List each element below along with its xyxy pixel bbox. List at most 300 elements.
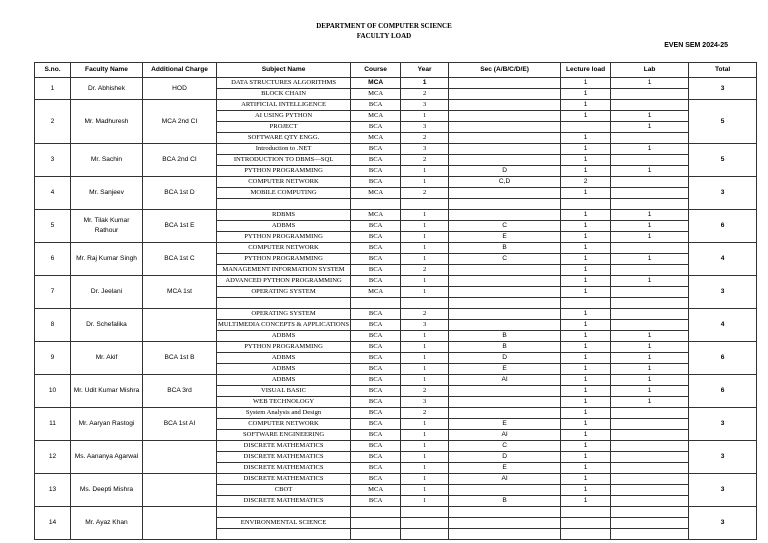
subject-name-cell: COMPUTER NETWORK xyxy=(217,177,351,188)
course-cell: BCA xyxy=(351,452,401,463)
lab-cell: 1 xyxy=(611,342,689,353)
subject-name-cell: DISCRETE MATHEMATICS xyxy=(217,452,351,463)
lecture-load-cell: 1 xyxy=(561,375,611,386)
course-cell: MCA xyxy=(351,287,401,298)
subject-name-cell: PROJECT xyxy=(217,122,351,133)
section-cell xyxy=(449,397,561,408)
course-cell: BCA xyxy=(351,232,401,243)
column-header: S.no. xyxy=(35,63,71,78)
total-cell: 3 xyxy=(689,507,757,540)
subject-name-cell: MOBILE COMPUTING xyxy=(217,188,351,199)
serial-number-cell: 13 xyxy=(35,474,71,507)
subject-name-cell xyxy=(217,199,351,210)
lab-cell: 1 xyxy=(611,375,689,386)
course-cell: BCA xyxy=(351,397,401,408)
course-cell: MCA xyxy=(351,188,401,199)
year-cell: 1 xyxy=(401,254,449,265)
section-cell: D xyxy=(449,166,561,177)
additional-charge-cell: BCA 1st D xyxy=(143,177,217,210)
section-cell: B xyxy=(449,342,561,353)
section-cell xyxy=(449,485,561,496)
year-cell: 1 xyxy=(401,474,449,485)
year-cell: 3 xyxy=(401,397,449,408)
lab-cell xyxy=(611,496,689,507)
lab-cell xyxy=(611,441,689,452)
course-cell: MCA xyxy=(351,78,401,89)
faculty-name-cell: Mr. Raj Kumar Singh xyxy=(71,243,143,276)
section-cell: B xyxy=(449,243,561,254)
additional-charge-cell xyxy=(143,507,217,540)
lab-cell xyxy=(611,507,689,518)
lecture-load-cell: 1 xyxy=(561,342,611,353)
year-cell: 1 xyxy=(401,166,449,177)
total-cell: 6 xyxy=(689,375,757,408)
lab-cell xyxy=(611,320,689,331)
course-cell: BCA xyxy=(351,276,401,287)
lab-cell xyxy=(611,155,689,166)
lecture-load-cell: 1 xyxy=(561,221,611,232)
table-row xyxy=(35,441,757,452)
subject-name-cell: ADBMS xyxy=(217,375,351,386)
lecture-load-cell: 1 xyxy=(561,89,611,100)
section-cell xyxy=(449,507,561,518)
year-cell: 1 xyxy=(401,342,449,353)
subject-name-cell: ADBMS xyxy=(217,331,351,342)
lecture-load-cell: 1 xyxy=(561,210,611,221)
lecture-load-cell: 1 xyxy=(561,155,611,166)
additional-charge-cell xyxy=(143,474,217,507)
lecture-load-cell: 1 xyxy=(561,419,611,430)
section-cell: E xyxy=(449,463,561,474)
subject-name-cell: CBOT xyxy=(217,485,351,496)
serial-number-cell: 14 xyxy=(35,507,71,540)
serial-number-cell: 8 xyxy=(35,309,71,342)
course-cell xyxy=(351,529,401,540)
lecture-load-cell: 1 xyxy=(561,320,611,331)
table-row xyxy=(35,408,757,419)
year-cell: 1 xyxy=(401,496,449,507)
subject-name-cell: ENVIRONMENTAL SCIENCE xyxy=(217,518,351,529)
column-header: Lab xyxy=(611,63,689,78)
column-header: Additional Charge xyxy=(143,63,217,78)
table-row xyxy=(35,144,757,155)
section-cell xyxy=(449,320,561,331)
course-cell: MCA xyxy=(351,111,401,122)
column-header: Year xyxy=(401,63,449,78)
subject-name-cell xyxy=(217,298,351,309)
lab-cell xyxy=(611,485,689,496)
section-cell: C xyxy=(449,441,561,452)
section-cell: AI xyxy=(449,430,561,441)
year-cell: 3 xyxy=(401,122,449,133)
subject-name-cell: PYTHON PROGRAMMING xyxy=(217,254,351,265)
serial-number-cell: 11 xyxy=(35,408,71,441)
total-cell: 6 xyxy=(689,210,757,243)
subject-name-cell: ADBMS xyxy=(217,364,351,375)
subject-name-cell: ARTIFICIAL INTELLIGENCE xyxy=(217,100,351,111)
course-cell: BCA xyxy=(351,155,401,166)
serial-number-cell: 1 xyxy=(35,78,71,100)
subject-name-cell: DATA STRUCTURES ALGORITHMS xyxy=(217,78,351,89)
lab-cell: 1 xyxy=(611,331,689,342)
section-cell xyxy=(449,210,561,221)
lab-cell xyxy=(611,298,689,309)
subject-name-cell: AI USING PYTHON xyxy=(217,111,351,122)
table-row xyxy=(35,507,757,518)
section-cell: C xyxy=(449,221,561,232)
subject-name-cell: SOFTWARE ENGINEERING xyxy=(217,430,351,441)
year-cell: 1 xyxy=(401,232,449,243)
table-row xyxy=(35,276,757,287)
section-cell xyxy=(449,265,561,276)
lecture-load-cell: 1 xyxy=(561,496,611,507)
course-cell xyxy=(351,518,401,529)
course-cell: BCA xyxy=(351,386,401,397)
course-cell: BCA xyxy=(351,463,401,474)
table-row xyxy=(35,309,757,320)
faculty-name-cell: Mr. Sachin xyxy=(71,144,143,177)
section-cell: E xyxy=(449,419,561,430)
lecture-load-cell: 1 xyxy=(561,144,611,155)
lecture-load-cell: 1 xyxy=(561,474,611,485)
column-header: Total xyxy=(689,63,757,78)
column-header: Faculty Name xyxy=(71,63,143,78)
year-cell: 3 xyxy=(401,100,449,111)
lab-cell xyxy=(611,177,689,188)
section-cell xyxy=(449,386,561,397)
year-cell: 1 xyxy=(401,287,449,298)
lab-cell xyxy=(611,529,689,540)
year-cell: 1 xyxy=(401,177,449,188)
subject-name-cell: System Analysis and Design xyxy=(217,408,351,419)
additional-charge-cell: HOD xyxy=(143,78,217,100)
lab-cell xyxy=(611,265,689,276)
subject-name-cell: DISCRETE MATHEMATICS xyxy=(217,463,351,474)
year-cell: 1 xyxy=(401,331,449,342)
year-cell: 1 xyxy=(401,485,449,496)
table-body xyxy=(35,78,757,540)
lecture-load-cell: 1 xyxy=(561,287,611,298)
table-row xyxy=(35,177,757,188)
total-cell: 5 xyxy=(689,100,757,144)
lecture-load-cell: 2 xyxy=(561,177,611,188)
lecture-load-cell: 1 xyxy=(561,111,611,122)
additional-charge-cell: MCA 2nd CI xyxy=(143,100,217,144)
course-cell: MCA xyxy=(351,133,401,144)
subject-name-cell: OPERATING SYSTEM xyxy=(217,287,351,298)
total-cell: 3 xyxy=(689,441,757,474)
subject-name-cell: RDBMS xyxy=(217,210,351,221)
subject-name-cell: COMPUTER NETWORK xyxy=(217,419,351,430)
lecture-load-cell: 1 xyxy=(561,353,611,364)
subject-name-cell: MANAGEMENT INFORMATION SYSTEM xyxy=(217,265,351,276)
total-cell: 3 xyxy=(689,276,757,309)
lecture-load-cell: 1 xyxy=(561,397,611,408)
document-subtitle: FACULTY LOAD xyxy=(356,32,412,40)
lecture-load-cell: 1 xyxy=(561,78,611,89)
course-cell: BCA xyxy=(351,144,401,155)
section-cell xyxy=(449,122,561,133)
subject-name-cell: VISUAL BASIC xyxy=(217,386,351,397)
year-cell: 1 xyxy=(401,441,449,452)
year-cell xyxy=(401,507,449,518)
course-cell: BCA xyxy=(351,309,401,320)
course-cell: BCA xyxy=(351,375,401,386)
lab-cell xyxy=(611,474,689,485)
lecture-load-cell: 1 xyxy=(561,452,611,463)
faculty-name-cell: Mr. Aaryan Rastogi xyxy=(71,408,143,441)
faculty-name-cell: Mr. Akif xyxy=(71,342,143,375)
total-cell: 6 xyxy=(689,342,757,375)
lab-cell: 1 xyxy=(611,166,689,177)
section-cell: C xyxy=(449,254,561,265)
lecture-load-cell: 1 xyxy=(561,463,611,474)
lecture-load-cell: 1 xyxy=(561,188,611,199)
course-cell xyxy=(351,199,401,210)
lecture-load-cell: 1 xyxy=(561,386,611,397)
lecture-load-cell xyxy=(561,122,611,133)
lecture-load-cell: 1 xyxy=(561,276,611,287)
year-cell xyxy=(401,298,449,309)
total-cell: 5 xyxy=(689,144,757,177)
lecture-load-cell: 1 xyxy=(561,232,611,243)
lab-cell xyxy=(611,430,689,441)
subject-name-cell: DISCRETE MATHEMATICS xyxy=(217,474,351,485)
lecture-load-cell: 1 xyxy=(561,430,611,441)
additional-charge-cell: BCA 2nd CI xyxy=(143,144,217,177)
course-cell: BCA xyxy=(351,177,401,188)
section-cell: B xyxy=(449,331,561,342)
table-row xyxy=(35,100,757,111)
year-cell: 1 xyxy=(401,364,449,375)
lecture-load-cell: 1 xyxy=(561,166,611,177)
course-cell: BCA xyxy=(351,254,401,265)
course-cell: MCA xyxy=(351,89,401,100)
serial-number-cell: 2 xyxy=(35,100,71,144)
lab-cell: 1 xyxy=(611,232,689,243)
table-row xyxy=(35,342,757,353)
year-cell: 2 xyxy=(401,188,449,199)
subject-name-cell: ADVANCED PYTHON PROGRAMMING xyxy=(217,276,351,287)
year-cell xyxy=(401,199,449,210)
section-cell: D xyxy=(449,353,561,364)
table-row xyxy=(35,243,757,254)
section-cell xyxy=(449,199,561,210)
faculty-name-cell: Dr. Abhishek xyxy=(71,78,143,100)
course-cell: BCA xyxy=(351,166,401,177)
total-cell: 4 xyxy=(689,243,757,276)
additional-charge-cell: BCA 1st B xyxy=(143,342,217,375)
table-row xyxy=(35,375,757,386)
serial-number-cell: 9 xyxy=(35,342,71,375)
lecture-load-cell: 1 xyxy=(561,485,611,496)
subject-name-cell xyxy=(217,529,351,540)
lab-cell xyxy=(611,188,689,199)
additional-charge-cell xyxy=(143,309,217,342)
course-cell: BCA xyxy=(351,419,401,430)
subject-name-cell: DISCRETE MATHEMATICS xyxy=(217,496,351,507)
section-cell xyxy=(449,155,561,166)
serial-number-cell: 4 xyxy=(35,177,71,210)
lecture-load-cell xyxy=(561,298,611,309)
additional-charge-cell: BCA 1st AI xyxy=(143,408,217,441)
serial-number-cell: 12 xyxy=(35,441,71,474)
lab-cell: 1 xyxy=(611,254,689,265)
lab-cell xyxy=(611,100,689,111)
section-cell xyxy=(449,89,561,100)
lecture-load-cell: 1 xyxy=(561,243,611,254)
lab-cell: 1 xyxy=(611,111,689,122)
additional-charge-cell: MCA 1st xyxy=(143,276,217,309)
course-cell: BCA xyxy=(351,474,401,485)
column-header: Lecture load xyxy=(561,63,611,78)
lab-cell: 1 xyxy=(611,397,689,408)
year-cell: 3 xyxy=(401,320,449,331)
section-cell: E xyxy=(449,364,561,375)
lab-cell: 1 xyxy=(611,276,689,287)
faculty-name-cell: Mr. Sanjeev xyxy=(71,177,143,210)
lab-cell: 1 xyxy=(611,210,689,221)
course-cell: BCA xyxy=(351,496,401,507)
lecture-load-cell: 1 xyxy=(561,309,611,320)
section-cell: AI xyxy=(449,474,561,485)
additional-charge-cell xyxy=(143,441,217,474)
section-cell: B xyxy=(449,496,561,507)
total-cell: 3 xyxy=(689,78,757,100)
lecture-load-cell: 1 xyxy=(561,265,611,276)
lab-cell: 1 xyxy=(611,353,689,364)
lab-cell: 1 xyxy=(611,144,689,155)
section-cell xyxy=(449,188,561,199)
lecture-load-cell: 1 xyxy=(561,408,611,419)
lab-cell xyxy=(611,408,689,419)
section-cell xyxy=(449,529,561,540)
course-cell: BCA xyxy=(351,100,401,111)
subject-name-cell: COMPUTER NETWORK xyxy=(217,243,351,254)
course-cell: MCA xyxy=(351,210,401,221)
additional-charge-cell: BCA 3rd xyxy=(143,375,217,408)
lab-cell: 1 xyxy=(611,78,689,89)
serial-number-cell: 3 xyxy=(35,144,71,177)
section-cell xyxy=(449,133,561,144)
lecture-load-cell: 1 xyxy=(561,364,611,375)
section-cell xyxy=(449,518,561,529)
course-cell: BCA xyxy=(351,364,401,375)
column-header: Course xyxy=(351,63,401,78)
lab-cell: 1 xyxy=(611,386,689,397)
section-cell xyxy=(449,111,561,122)
course-cell: BCA xyxy=(351,342,401,353)
lab-cell xyxy=(611,243,689,254)
lecture-load-cell: 1 xyxy=(561,100,611,111)
lab-cell xyxy=(611,199,689,210)
course-cell: BCA xyxy=(351,243,401,254)
faculty-name-cell: Ms. Deepti Mishra xyxy=(71,474,143,507)
section-cell: E xyxy=(449,232,561,243)
year-cell: 2 xyxy=(401,265,449,276)
lab-cell xyxy=(611,518,689,529)
additional-charge-cell: BCA 1st E xyxy=(143,210,217,243)
subject-name-cell xyxy=(217,507,351,518)
table-row xyxy=(35,78,757,89)
section-cell: AI xyxy=(449,375,561,386)
serial-number-cell: 10 xyxy=(35,375,71,408)
faculty-load-table xyxy=(34,62,757,540)
table-row xyxy=(35,474,757,485)
subject-name-cell: SOFTWARE QTY ENGG. xyxy=(217,133,351,144)
subject-name-cell: ADBMS xyxy=(217,221,351,232)
year-cell: 1 xyxy=(401,452,449,463)
year-cell: 1 xyxy=(401,221,449,232)
year-cell: 1 xyxy=(401,375,449,386)
year-cell: 2 xyxy=(401,309,449,320)
lab-cell: 1 xyxy=(611,122,689,133)
subject-name-cell: WEB TECHNOLOGY xyxy=(217,397,351,408)
serial-number-cell: 5 xyxy=(35,210,71,243)
lab-cell: 1 xyxy=(611,221,689,232)
total-cell: 3 xyxy=(689,474,757,507)
course-cell: BCA xyxy=(351,430,401,441)
course-cell xyxy=(351,298,401,309)
total-cell: 3 xyxy=(689,177,757,210)
year-cell: 1 xyxy=(401,243,449,254)
course-cell: BCA xyxy=(351,408,401,419)
lecture-load-cell: 1 xyxy=(561,441,611,452)
total-cell: 4 xyxy=(689,309,757,342)
year-cell xyxy=(401,518,449,529)
year-cell: 1 xyxy=(401,419,449,430)
subject-name-cell: PYTHON PROGRAMMING xyxy=(217,342,351,353)
semester-label: EVEN SEM 2024-25 xyxy=(664,42,728,49)
year-cell xyxy=(401,529,449,540)
column-header: Subject Name xyxy=(217,63,351,78)
lecture-load-cell: 1 xyxy=(561,331,611,342)
section-cell xyxy=(449,408,561,419)
lecture-load-cell xyxy=(561,199,611,210)
year-cell: 1 xyxy=(401,353,449,364)
department-title: DEPARTMENT OF COMPUTER SCIENCE xyxy=(316,22,452,30)
year-cell: 1 xyxy=(401,78,449,89)
subject-name-cell: DISCRETE MATHEMATICS xyxy=(217,441,351,452)
lab-cell xyxy=(611,452,689,463)
subject-name-cell: INTRODUCTION TO DBMS—SQL xyxy=(217,155,351,166)
lecture-load-cell xyxy=(561,529,611,540)
subject-name-cell: ADBMS xyxy=(217,353,351,364)
section-cell xyxy=(449,287,561,298)
table-row xyxy=(35,210,757,221)
course-cell: MCA xyxy=(351,485,401,496)
year-cell: 3 xyxy=(401,144,449,155)
section-cell xyxy=(449,78,561,89)
additional-charge-cell: BCA 1st C xyxy=(143,243,217,276)
table-header-row xyxy=(35,63,757,78)
column-header: Sec (A/B/C/D/E) xyxy=(449,63,561,78)
faculty-name-cell: Mr. Udit Kumar Mishra xyxy=(71,375,143,408)
faculty-name-cell: Dr. Schefalika xyxy=(71,309,143,342)
total-cell: 3 xyxy=(689,408,757,441)
year-cell: 2 xyxy=(401,408,449,419)
section-cell: C,D xyxy=(449,177,561,188)
lab-cell xyxy=(611,309,689,320)
lab-cell xyxy=(611,463,689,474)
faculty-name-cell: Ms. Aananya Agarwal xyxy=(71,441,143,474)
year-cell: 1 xyxy=(401,276,449,287)
year-cell: 1 xyxy=(401,430,449,441)
course-cell xyxy=(351,507,401,518)
lab-cell xyxy=(611,133,689,144)
subject-name-cell: BLOCK CHAIN xyxy=(217,89,351,100)
lab-cell xyxy=(611,287,689,298)
